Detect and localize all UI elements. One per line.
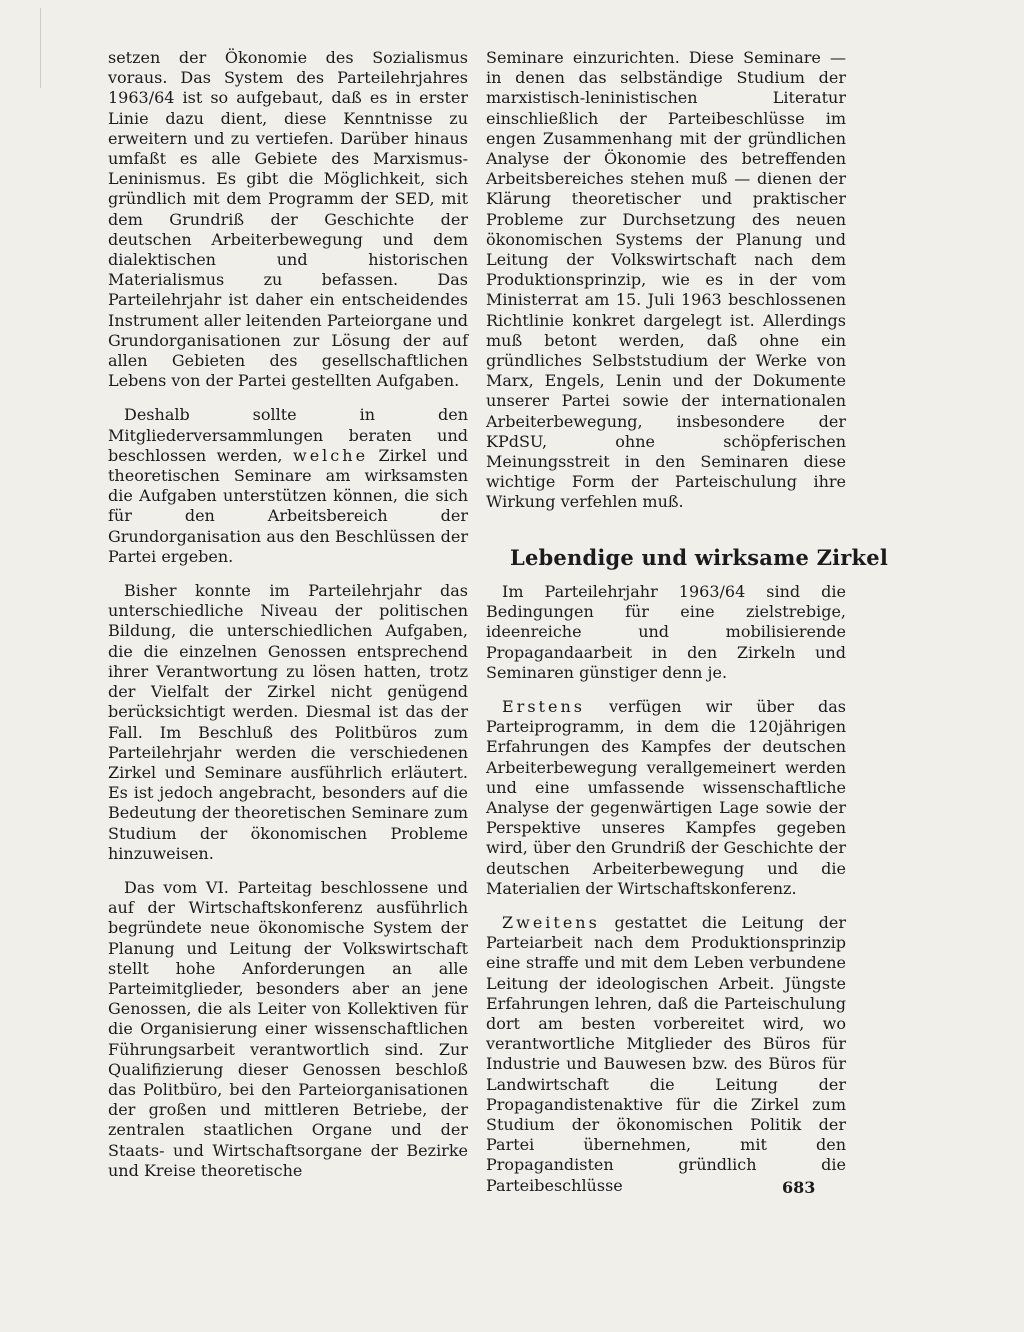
right-paragraph-3 bbox=[486, 697, 846, 899]
page-number: 683 bbox=[782, 1178, 816, 1197]
emphasis-erstens: Erstens bbox=[502, 697, 585, 717]
left-paragraph-3: Bisher konnte im Parteilehrjahr das unterschiedliche Niveau der politischen Bildung, die unterschiedlichen Aufgaben, die die einzelnen Genossen entsprechend ihrer Verantwortung zu lösen hatten, trotz der Vielfalt der Zirkel nicht genügend berücksichtigt werden. Diesmal ist das der Fall. Im Beschluß des Politbüros zum Parteilehrjahr werden die verschiedenen Zirkel und Seminare ausführlich erläutert. Es ist jedoch angebracht, besonders auf die Bedeutung der theoretischen Seminare zum Studium der ökonomischen Probleme hinzuweisen. bbox=[108, 581, 468, 863]
right-text-column bbox=[486, 48, 846, 513]
right-paragraph-3-rest: verfügen wir über das Parteiprogramm, in dem die 120jährigen Erfahrungen des Kampfes der deutschen Arbeiterbewegung verallgemeinert werden und eine umfassende wissenschaftliche Analyse der gegenwärtigen Lage sowie der Perspektive unseres Kampfes gegeben wird, über den Grundriß der Geschichte der deutschen Arbeiterbewegung und die Materialien der Wirtschaftskonferenz. bbox=[486, 697, 846, 898]
margin-pencil-mark bbox=[40, 8, 55, 88]
right-paragraph-1: Seminare einzurichten. Diese Seminare — in denen das selbständige Studium der marxistisch-leninistischen Literatur einschließlich der Parteibeschlüsse im engen Zusammenhang mit der gründlichen Analyse der Ökonomie des betreffenden Arbeitsbereiches stehen muß — dienen der Klärung theoretischer und praktischer Probleme zur Durchsetzung des neuen ökonomischen Systems der Planung und Leitung der Volkswirtschaft nach dem Produktionsprinzip, wie es in der vom Ministerrat am 15. Juli 1963 beschlossenen Richtlinie konkret dargelegt ist. Allerdings muß betont werden, daß ohne ein gründliches Selbststudium der Werke von Marx, Engels, Lenin und der Dokumente unserer Partei sowie der internationalen Arbeiterbewegung, insbesondere der KPdSU, ohne schöpferischen Meinungsstreit in den Seminaren diese wichtige Form der Parteischulung ihre Wirkung verfehlen muß. bbox=[486, 48, 846, 512]
left-paragraph-2-start: Deshalb sollte in den Mitgliederversammlungen beraten und beschlossen werden, bbox=[108, 405, 468, 465]
left-text-column bbox=[108, 48, 468, 1181]
right-paragraph-4 bbox=[486, 913, 846, 1196]
right-paragraph-4-rest: gestattet die Leitung der Parteiarbeit nach dem Produktionsprinzip eine straffe und mit dem Leben verbundene Leitung der ideologischen Arbeit. Jüngste Erfahrungen lehren, daß die Parteischulung dort am besten vorbereitet wird, wo verantwortliche Mitglieder des Büros für Industrie und Bauwesen bzw. des Büros für Landwirtschaft die Leitung der Propagandistenaktive für die Zirkel zum Studium der ökonomischen Politik der Partei übernehmen, mit den Propagandisten gründlich die Parteibeschlüsse bbox=[486, 913, 846, 1195]
emphasis-welche: welche bbox=[293, 445, 369, 465]
section-heading: Lebendige und wirksame Zirkel bbox=[510, 545, 889, 570]
left-paragraph-2 bbox=[108, 405, 468, 567]
right-paragraph-2: Im Parteilehrjahr 1963/64 sind die Bedingungen für eine zielstrebige, ideenreiche und mobilisierende Propagandaarbeit in den Zirkeln und Seminaren günstiger denn je. bbox=[486, 582, 846, 682]
emphasis-zweitens: Zweitens bbox=[502, 913, 600, 933]
right-text-column-lower bbox=[486, 582, 846, 1196]
left-paragraph-4: Das vom VI. Parteitag beschlossene und auf der Wirtschaftskonferenz ausführlich begründete neue ökonomische System der Planung und Leitung der Volkswirtschaft stellt hohe Anforderungen an alle Parteimitglieder, besonders aber an jene Genossen, die als Leiter von Kollektiven für die Organisierung einer wissenschaftlichen Führungsarbeit verantwortlich sind. Zur Qualifizierung dieser Genossen beschloß das Politbüro, bei den Parteiorganisationen der großen und mittleren Betriebe, der zentralen staatlichen Organe und der Staats- und Wirtschaftsorgane der Bezirke und Kreise theoretische bbox=[108, 877, 468, 1180]
left-paragraph-1: setzen der Ökonomie des Sozialismus voraus. Das System des Parteilehrjahres 1963/64 ist so aufgebaut, daß es in erster Linie dazu dient, diese Kenntnisse zu erweitern und zu vertiefen. Darüber hinaus umfaßt es alle Gebiete des Marxismus-Leninismus. Es gibt die Möglichkeit, sich gründlich mit dem Programm der SED, mit dem Grundriß der Geschichte der deutschen Arbeiterbewegung und dem dialektischen und historischen Materialismus zu befassen. Das Parteilehrjahr ist daher ein entscheidendes Instrument aller leitenden Parteiorgane und Grundorganisationen zur Lösung der auf allen Gebieten des gesellschaftlichen Lebens von der Partei gestellten Aufgaben. bbox=[108, 48, 468, 391]
left-paragraph-2-end: Zirkel und theoretischen Seminare am wirksamsten die Aufgaben unterstützen können, die sich für den Arbeitsbereich der Grundorganisation aus den Beschlüssen der Partei ergeben. bbox=[108, 445, 469, 566]
